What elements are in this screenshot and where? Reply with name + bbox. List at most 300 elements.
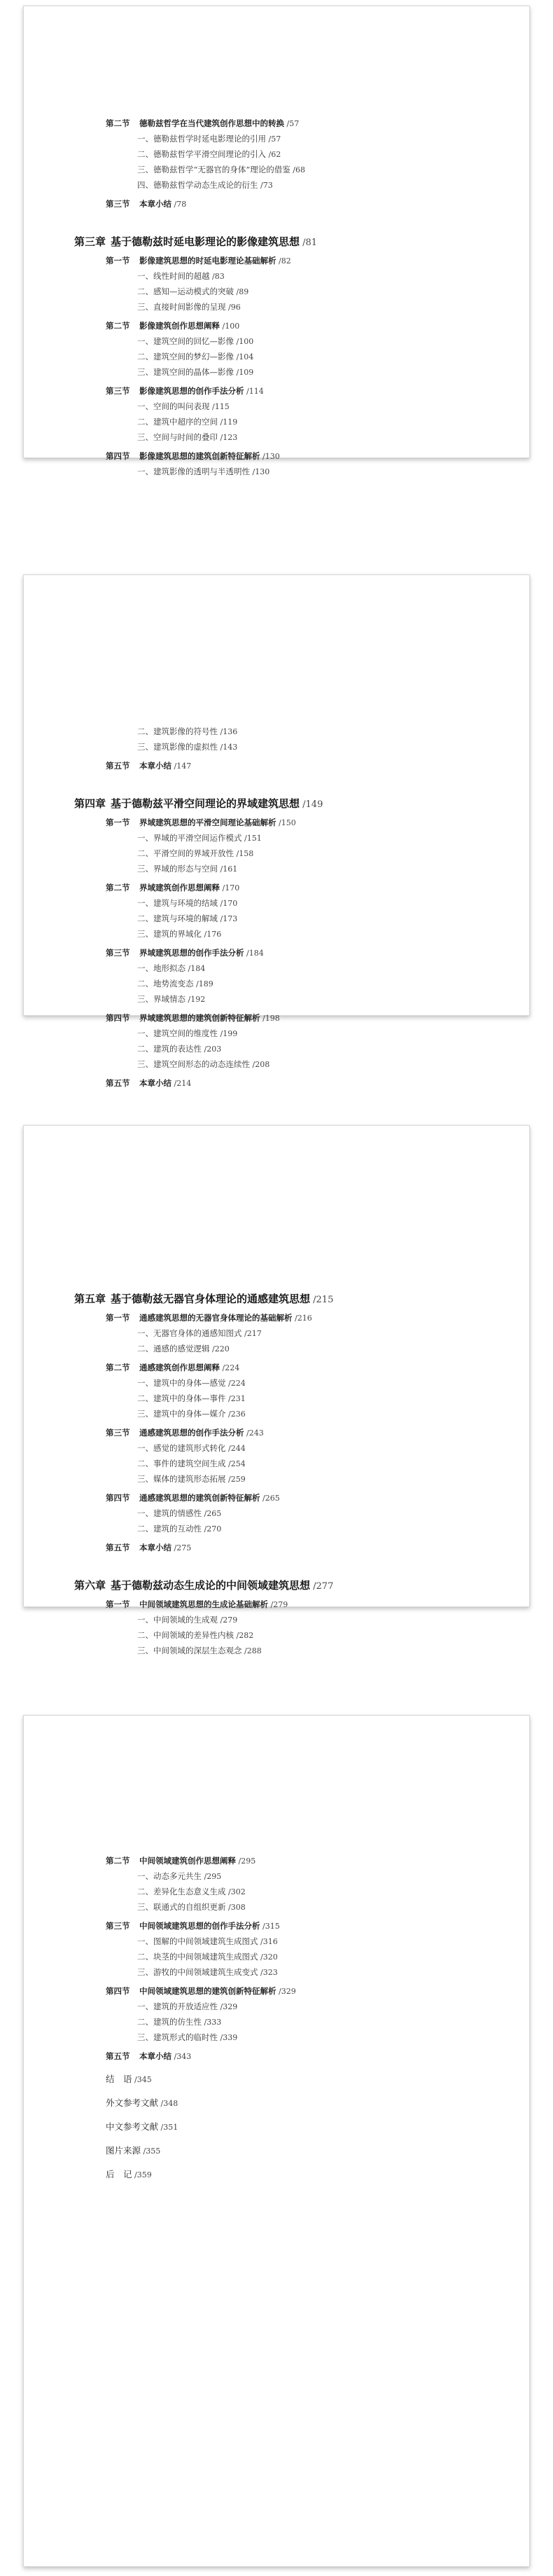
toc-entry-sub bbox=[137, 468, 270, 476]
page-number: 189 bbox=[198, 979, 214, 989]
toc-entry-sub bbox=[137, 2034, 237, 2042]
page-separator: / bbox=[260, 1014, 265, 1023]
toc-entry-sub bbox=[137, 1410, 246, 1419]
page-number: 265 bbox=[265, 1494, 280, 1503]
page-number: 130 bbox=[265, 452, 280, 461]
chapter-number: 第四章 bbox=[74, 797, 106, 810]
page-number: 81 bbox=[305, 237, 318, 248]
page-number: 198 bbox=[265, 1014, 280, 1023]
entry-title: 一、建筑与环境的结域 bbox=[137, 898, 218, 908]
page-separator: / bbox=[292, 1314, 298, 1323]
page-separator: / bbox=[290, 165, 295, 174]
section-number: 第三节 bbox=[106, 386, 130, 396]
page-number: 150 bbox=[281, 818, 296, 827]
page-separator: / bbox=[244, 949, 249, 958]
page-separator: / bbox=[234, 352, 239, 361]
page-number: 217 bbox=[246, 1329, 262, 1338]
entry-title: 图片来源 bbox=[106, 2145, 141, 2156]
page-separator: / bbox=[225, 1379, 231, 1388]
page-separator: / bbox=[250, 1060, 255, 1069]
toc-entry-sub bbox=[137, 1061, 270, 1069]
page-separator: / bbox=[218, 1616, 223, 1625]
page-number: 323 bbox=[262, 1968, 278, 1977]
entry-title: 后 记 bbox=[106, 2169, 132, 2179]
entry-title: 三、联通式的自组织更新 bbox=[137, 1902, 226, 1912]
entry-title: 界域建筑思想的平滑空间理论基础解析 bbox=[139, 818, 276, 827]
page-separator: / bbox=[225, 1887, 231, 1896]
entry-title: 三、界域的形态与空间 bbox=[137, 864, 218, 874]
page-separator: / bbox=[218, 2002, 223, 2011]
entry-title: 二、建筑的互动性 bbox=[137, 1524, 202, 1534]
page-separator: / bbox=[234, 337, 239, 346]
entry-title: 影像建筑思想的创作手法分析 bbox=[139, 386, 244, 396]
entry-title: 一、感觉的建筑形式转化 bbox=[137, 1443, 226, 1453]
entry-title: 界域建筑思想的创作手法分析 bbox=[139, 948, 244, 958]
entry-title: 三、德勒兹哲学“无器官的身体”理论的借鉴 bbox=[137, 165, 290, 174]
page-number: 215 bbox=[316, 1295, 334, 1305]
page-number: 170 bbox=[225, 883, 240, 893]
toc-entry-sec bbox=[106, 884, 239, 893]
page-separator: / bbox=[186, 964, 191, 973]
page-number: 73 bbox=[262, 181, 273, 190]
page-number: 279 bbox=[223, 1616, 238, 1625]
page-separator: / bbox=[218, 2033, 223, 2042]
entry-title: 一、线性时间的超越 bbox=[137, 271, 210, 281]
page-separator: / bbox=[284, 119, 290, 128]
entry-title: 影像建筑思想的建筑创新特征解析 bbox=[139, 451, 260, 461]
page-separator: / bbox=[258, 1952, 263, 1962]
toc-entry-sec bbox=[106, 1494, 280, 1503]
page-separator: / bbox=[241, 1646, 247, 1655]
toc-entry-chap bbox=[74, 237, 317, 247]
entry-title: 四、德勒兹哲学动态生成论的衍生 bbox=[137, 180, 258, 190]
page-separator: / bbox=[209, 402, 215, 411]
page-number: 151 bbox=[246, 834, 262, 843]
page-separator: / bbox=[310, 1581, 316, 1592]
entry-title: 三、建筑的界域化 bbox=[137, 929, 202, 939]
page-separator: / bbox=[202, 1872, 207, 1881]
entry-title: 二、建筑影像的符号性 bbox=[137, 726, 218, 736]
page-number: 243 bbox=[248, 1428, 264, 1438]
page-separator: / bbox=[250, 467, 255, 476]
toc-entry-sub bbox=[137, 151, 281, 159]
page-separator: / bbox=[225, 1459, 231, 1468]
entry-title: 界域建筑创作思想阐释 bbox=[139, 883, 220, 893]
page-number: 57 bbox=[289, 119, 300, 128]
page-number: 333 bbox=[206, 2018, 222, 2027]
toc-entry-sub bbox=[137, 1888, 246, 1896]
page-number: 315 bbox=[265, 1922, 280, 1931]
toc-entry-sub bbox=[137, 900, 237, 908]
toc-entry-sub bbox=[137, 434, 237, 442]
toc-entry-sub bbox=[137, 743, 237, 752]
toc-entry-sub bbox=[137, 1953, 278, 1962]
toc-entry-sub bbox=[137, 1903, 246, 1912]
entry-title: 三、媒体的建筑形态拓展 bbox=[137, 1474, 226, 1484]
toc-entry-sub bbox=[137, 834, 262, 843]
page-separator: / bbox=[300, 237, 306, 248]
toc-entry-sub bbox=[137, 930, 221, 939]
page-separator: / bbox=[220, 883, 225, 893]
page-separator: / bbox=[258, 1968, 263, 1977]
page-number: 114 bbox=[248, 387, 264, 396]
page-separator: / bbox=[225, 1444, 231, 1453]
toc-entry-sec bbox=[106, 257, 291, 266]
page-number: 343 bbox=[176, 2052, 192, 2061]
entry-title: 结 语 bbox=[106, 2074, 132, 2084]
page-number: 119 bbox=[223, 418, 238, 427]
page-number: 203 bbox=[206, 1045, 222, 1054]
page-number: 115 bbox=[214, 402, 230, 411]
section-number: 第五节 bbox=[106, 761, 130, 771]
page-number: 170 bbox=[223, 899, 238, 908]
page-separator: / bbox=[218, 727, 223, 736]
toc-entry-sub bbox=[137, 1632, 253, 1640]
entry-title: 二、差异化生态意义生成 bbox=[137, 1887, 226, 1896]
section-number: 第二节 bbox=[106, 118, 130, 128]
entry-title: 二、建筑的表达性 bbox=[137, 1044, 202, 1054]
page-separator: / bbox=[260, 1494, 265, 1503]
section-number: 第四节 bbox=[106, 451, 130, 461]
page-number: 130 bbox=[255, 467, 270, 476]
toc-entry-plain bbox=[106, 2099, 178, 2108]
section-number: 第二节 bbox=[106, 1856, 130, 1866]
toc-entry-sec bbox=[106, 1544, 191, 1552]
page-separator: / bbox=[202, 1524, 207, 1534]
entry-title: 二、建筑与环境的解域 bbox=[137, 914, 218, 923]
page-separator: / bbox=[218, 743, 223, 752]
entry-title: 二、事件的建筑空间生成 bbox=[137, 1459, 226, 1468]
page-number: 78 bbox=[176, 200, 187, 209]
page-separator: / bbox=[172, 200, 177, 209]
page-separator: / bbox=[218, 433, 223, 442]
toc-page-4 bbox=[23, 1715, 530, 2567]
entry-title: 三、建筑空间形态的动态连续性 bbox=[137, 1059, 250, 1069]
entry-title: 一、德勒兹哲学时延电影理论的引用 bbox=[137, 134, 266, 144]
page-separator: / bbox=[260, 452, 265, 461]
entry-title: 一、建筑中的身体—感觉 bbox=[137, 1378, 226, 1388]
page-separator: / bbox=[202, 1509, 207, 1518]
toc-entry-sub bbox=[137, 1330, 262, 1338]
page-number: 96 bbox=[230, 303, 241, 312]
page-number: 295 bbox=[241, 1857, 256, 1866]
toc-entry-plain bbox=[106, 2147, 160, 2156]
page-separator: / bbox=[218, 418, 223, 427]
entry-title: 基于德勒兹无器官身体理论的通感建筑思想 bbox=[111, 1293, 311, 1305]
page-separator: / bbox=[202, 930, 207, 939]
page-number: 100 bbox=[239, 337, 254, 346]
page-separator: / bbox=[225, 1394, 231, 1403]
entry-title: 一、建筑空间的回忆—影像 bbox=[137, 336, 234, 346]
section-number: 第三节 bbox=[106, 1428, 130, 1438]
page-number: 270 bbox=[206, 1524, 222, 1534]
toc-entry-sec bbox=[106, 453, 280, 461]
entry-title: 中间领域建筑思想的创作手法分析 bbox=[139, 1921, 260, 1931]
toc-entry-sec bbox=[106, 1080, 191, 1088]
toc-entry-sec bbox=[106, 1857, 255, 1866]
page-separator: / bbox=[158, 2123, 164, 2132]
toc-entry-sub bbox=[137, 1460, 246, 1468]
page-number: 57 bbox=[271, 135, 281, 144]
page-number: 192 bbox=[190, 995, 206, 1004]
page-separator: / bbox=[172, 2052, 177, 2061]
toc-entry-sec bbox=[106, 1988, 296, 1996]
toc-entry-sub bbox=[137, 418, 237, 427]
page-separator: / bbox=[209, 1344, 215, 1354]
section-number: 第五节 bbox=[106, 2051, 130, 2061]
entry-title: 二、块茎的中间领域建筑生成图式 bbox=[137, 1952, 258, 1962]
page-number: 161 bbox=[223, 865, 238, 874]
entry-title: 德勒兹哲学在当代建筑创作思想中的转换 bbox=[139, 118, 284, 128]
toc-entry-chap bbox=[74, 1294, 333, 1304]
page-number: 351 bbox=[163, 2123, 178, 2132]
entry-title: 本章小结 bbox=[139, 761, 172, 771]
entry-title: 影像建筑创作思想阐释 bbox=[139, 321, 220, 331]
page-separator: / bbox=[234, 849, 239, 858]
toc-entry-sub bbox=[137, 1379, 246, 1388]
page-number: 149 bbox=[305, 799, 323, 810]
page-separator: / bbox=[310, 1295, 316, 1305]
entry-title: 通感建筑创作思想阐释 bbox=[139, 1363, 220, 1372]
page-number: 184 bbox=[190, 964, 206, 973]
toc-entry-sub bbox=[137, 1525, 221, 1534]
page-separator: / bbox=[234, 368, 239, 377]
page-separator: / bbox=[172, 1079, 177, 1088]
page-separator: / bbox=[258, 181, 263, 190]
page-number: 359 bbox=[136, 2170, 152, 2179]
page-separator: / bbox=[276, 1987, 281, 1996]
page-number: 143 bbox=[223, 743, 238, 752]
entry-title: 本章小结 bbox=[139, 1543, 172, 1552]
page-separator: / bbox=[172, 762, 177, 771]
entry-title: 一、动态多元共生 bbox=[137, 1871, 202, 1881]
toc-entry-sub bbox=[137, 915, 237, 923]
toc-entry-sub bbox=[137, 181, 273, 190]
page-number: 345 bbox=[136, 2075, 152, 2084]
page-separator: / bbox=[225, 303, 231, 312]
entry-title: 基于德勒兹动态生成论的中间领域建筑思想 bbox=[111, 1579, 311, 1592]
page-number: 89 bbox=[239, 287, 249, 296]
page-separator: / bbox=[218, 914, 223, 923]
toc-entry-sub bbox=[137, 1475, 246, 1484]
toc-entry-sub bbox=[137, 303, 241, 312]
entry-title: 本章小结 bbox=[139, 1078, 172, 1088]
page-number: 295 bbox=[206, 1872, 222, 1881]
toc-entry-chap bbox=[74, 799, 323, 809]
toc-entry-sec bbox=[106, 120, 299, 128]
section-number: 第一节 bbox=[106, 256, 130, 266]
section-number: 第三节 bbox=[106, 1921, 130, 1931]
entry-title: 本章小结 bbox=[139, 2051, 172, 2061]
chapter-number: 第六章 bbox=[74, 1579, 106, 1592]
page-number: 82 bbox=[281, 256, 291, 266]
toc-entry-sub bbox=[137, 1873, 221, 1881]
toc-entry-plain bbox=[106, 2075, 152, 2084]
page-number: 100 bbox=[225, 322, 240, 331]
page-number: 282 bbox=[239, 1631, 254, 1640]
page-number: 329 bbox=[223, 2002, 238, 2011]
entry-title: 通感建筑思想的建筑创新特征解析 bbox=[139, 1493, 260, 1503]
page-number: 308 bbox=[230, 1903, 246, 1912]
section-number: 第一节 bbox=[106, 818, 130, 827]
toc-entry-sec bbox=[106, 200, 186, 209]
toc-entry-sub bbox=[137, 980, 214, 989]
entry-title: 中间领域建筑创作思想阐释 bbox=[139, 1856, 236, 1866]
page-number: 302 bbox=[230, 1887, 246, 1896]
toc-entry-plain bbox=[106, 2170, 152, 2179]
page-separator: / bbox=[172, 1543, 177, 1552]
toc-entry-sub bbox=[137, 965, 205, 973]
toc-entry-sec bbox=[106, 1922, 280, 1931]
entry-title: 二、建筑中超序的空间 bbox=[137, 417, 218, 427]
page-number: 136 bbox=[223, 727, 238, 736]
page-number: 147 bbox=[176, 762, 192, 771]
page-separator: / bbox=[218, 899, 223, 908]
page-number: 288 bbox=[246, 1646, 262, 1655]
entry-title: 一、界域的平滑空间运作模式 bbox=[137, 833, 242, 843]
page-separator: / bbox=[244, 1428, 249, 1438]
page-number: 123 bbox=[223, 433, 238, 442]
section-number: 第一节 bbox=[106, 1599, 130, 1609]
page-separator: / bbox=[132, 2075, 137, 2084]
section-number: 第五节 bbox=[106, 1078, 130, 1088]
section-number: 第二节 bbox=[106, 321, 130, 331]
entry-title: 一、建筑的情感性 bbox=[137, 1508, 202, 1518]
page-number: 224 bbox=[225, 1363, 240, 1372]
entry-title: 一、建筑空间的维度性 bbox=[137, 1028, 218, 1038]
page-separator: / bbox=[234, 1631, 239, 1640]
section-number: 第三节 bbox=[106, 199, 130, 209]
toc-entry-sub bbox=[137, 1969, 278, 1977]
toc-entry-sec bbox=[106, 1429, 264, 1438]
page-separator: / bbox=[186, 995, 191, 1004]
chapter-number: 第三章 bbox=[74, 235, 106, 248]
toc-entry-sub bbox=[137, 135, 281, 144]
page-separator: / bbox=[202, 2018, 207, 2027]
page-number: 244 bbox=[230, 1444, 246, 1453]
page-separator: / bbox=[268, 1600, 274, 1609]
toc-entry-sub bbox=[137, 996, 205, 1004]
toc-entry-sub bbox=[137, 1938, 278, 1946]
toc-page-3 bbox=[23, 1125, 530, 1655]
entry-title: 二、感知—运动模式的突破 bbox=[137, 287, 234, 296]
page-number: 173 bbox=[223, 914, 238, 923]
toc-entry-sub bbox=[137, 369, 253, 377]
page-separator: / bbox=[258, 1937, 263, 1946]
toc-entry-sub bbox=[137, 1345, 230, 1354]
page-number: 83 bbox=[214, 272, 225, 281]
page-separator: / bbox=[236, 1857, 241, 1866]
page-number: 339 bbox=[223, 2033, 238, 2042]
page-separator: / bbox=[266, 135, 272, 144]
page-number: 275 bbox=[176, 1543, 192, 1552]
page-number: 68 bbox=[295, 165, 305, 174]
entry-title: 二、建筑空间的梦幻—影像 bbox=[137, 352, 234, 361]
toc-entry-sec bbox=[106, 2053, 191, 2061]
page-number: 329 bbox=[281, 1987, 296, 1996]
toc-entry-sub bbox=[137, 2003, 237, 2011]
toc-entry-sub bbox=[137, 1045, 221, 1054]
toc-entry-chap bbox=[74, 1580, 333, 1591]
entry-title: 二、通感的感觉逻辑 bbox=[137, 1344, 210, 1354]
page-number: 279 bbox=[273, 1600, 288, 1609]
entry-title: 中间领域建筑思想的建筑创新特征解析 bbox=[139, 1986, 276, 1996]
page-number: 265 bbox=[206, 1509, 222, 1518]
toc-entry-sub bbox=[137, 1616, 237, 1625]
entry-title: 三、空间与时间的叠印 bbox=[137, 432, 218, 442]
entry-title: 一、中间领域的生成观 bbox=[137, 1615, 218, 1625]
page-number: 348 bbox=[163, 2099, 178, 2108]
entry-title: 通感建筑思想的创作手法分析 bbox=[139, 1428, 244, 1438]
page-separator: / bbox=[276, 256, 281, 266]
entry-title: 一、建筑影像的透明与半透明性 bbox=[137, 467, 250, 476]
page-number: 216 bbox=[297, 1314, 312, 1323]
toc-entry-sub bbox=[137, 850, 253, 858]
page-number: 176 bbox=[206, 930, 222, 939]
entry-title: 三、中间领域的深层生态观念 bbox=[137, 1646, 242, 1655]
chapter-number: 第五章 bbox=[74, 1293, 106, 1305]
page-number: 316 bbox=[262, 1937, 278, 1946]
page-number: 220 bbox=[214, 1344, 230, 1354]
entry-title: 二、德勒兹哲学平滑空间理论的引入 bbox=[137, 149, 266, 159]
page-separator: / bbox=[220, 1363, 225, 1372]
page-number: 104 bbox=[239, 352, 254, 361]
section-number: 第四节 bbox=[106, 1986, 130, 1996]
entry-title: 二、中间领域的差异性内核 bbox=[137, 1630, 234, 1640]
entry-title: 三、建筑影像的虚拟性 bbox=[137, 742, 218, 752]
page-separator: / bbox=[300, 799, 306, 810]
entry-title: 三、建筑形式的临时性 bbox=[137, 2032, 218, 2042]
toc-entry-sub bbox=[137, 1395, 246, 1403]
page-number: 62 bbox=[271, 150, 281, 159]
page-separator: / bbox=[202, 1045, 207, 1054]
page-number: 320 bbox=[262, 1952, 278, 1962]
page-separator: / bbox=[244, 387, 249, 396]
entry-title: 界域建筑思想的建筑创新特征解析 bbox=[139, 1013, 260, 1023]
toc-entry-sub bbox=[137, 273, 225, 281]
page-separator: / bbox=[218, 1029, 223, 1038]
page-separator: / bbox=[276, 818, 281, 827]
page-separator: / bbox=[241, 834, 247, 843]
entry-title: 一、建筑的开放适应性 bbox=[137, 2002, 218, 2011]
section-number: 第二节 bbox=[106, 883, 130, 893]
entry-title: 三、建筑空间的晶体—影像 bbox=[137, 367, 234, 377]
entry-title: 基于德勒兹时延电影理论的影像建筑思想 bbox=[111, 235, 300, 248]
page-separator: / bbox=[225, 1475, 231, 1484]
toc-entry-sec bbox=[106, 1601, 288, 1609]
page-separator: / bbox=[241, 1329, 247, 1338]
entry-title: 一、无器官身体的通感知图式 bbox=[137, 1328, 242, 1338]
toc-entry-sub bbox=[137, 338, 253, 346]
entry-title: 三、游牧的中间领域建筑生成变式 bbox=[137, 1967, 258, 1977]
toc-entry-sub bbox=[137, 166, 305, 174]
page-separator: / bbox=[225, 1410, 231, 1419]
section-number: 第四节 bbox=[106, 1013, 130, 1023]
toc-entry-sub bbox=[137, 403, 230, 411]
page-number: 109 bbox=[239, 368, 254, 377]
toc-entry-sub bbox=[137, 288, 248, 296]
toc-entry-sec bbox=[106, 819, 296, 827]
page-number: 158 bbox=[239, 849, 254, 858]
toc-entry-sec bbox=[106, 1314, 312, 1323]
entry-title: 二、地势流变态 bbox=[137, 979, 194, 989]
page-number: 254 bbox=[230, 1459, 246, 1468]
entry-title: 一、空间的叫问表现 bbox=[137, 401, 210, 411]
section-number: 第五节 bbox=[106, 1543, 130, 1552]
toc-entry-sub bbox=[137, 1510, 221, 1518]
entry-title: 影像建筑思想的时延电影理论基础解析 bbox=[139, 256, 276, 266]
entry-title: 一、地形拟态 bbox=[137, 963, 186, 973]
